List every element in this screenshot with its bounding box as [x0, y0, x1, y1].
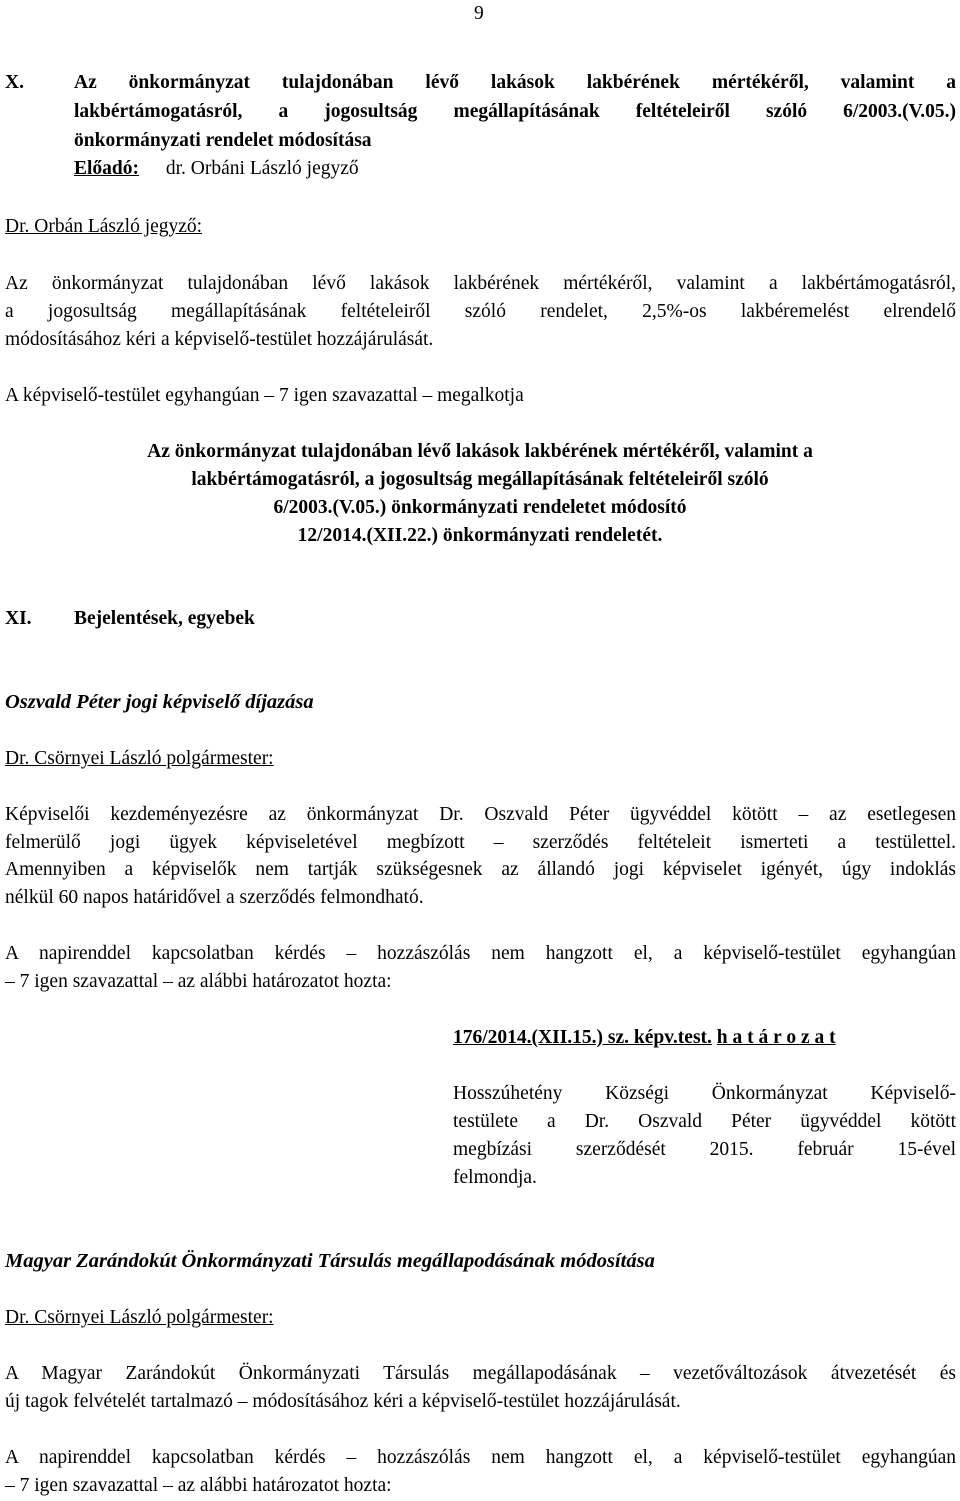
vote-statement: A képviselő-testület egyhangúan – 7 igen szavazattal – megalkotja: [5, 385, 524, 406]
resolution-line: megbízási szerződését 2015. február 15-ével: [453, 1139, 956, 1160]
speaker: Dr. Csörnyei László polgármester:: [5, 1307, 274, 1328]
vote-line: – 7 igen szavazattal – az alábbi határozatot hozta:: [5, 1475, 392, 1496]
vote-line: A napirenddel kapcsolatban kérdés – hozzászólás nem hangzott el, a képviselő-testület egyhangúan: [5, 1447, 956, 1468]
resolution-line: Hosszúhetény Községi Önkormányzat Képviselő-: [453, 1083, 956, 1104]
presenter: [74, 157, 359, 181]
page-number: 9: [474, 3, 484, 24]
body-line: módosításához kéri a képviselő-testület hozzájárulását.: [5, 329, 434, 350]
topic-title: Magyar Zarándokút Önkormányzati Társulás megállapodásának módosítása: [5, 1250, 655, 1272]
body-line: Amennyiben a képviselők nem tartják szükségesnek az állandó jogi képviselet igényét, úgy indoklás: [5, 859, 956, 880]
decree-line: 12/2014.(XII.22.) önkormányzati rendeletét.: [297, 525, 663, 546]
presenter-label: Előadó:: [74, 158, 140, 179]
body-line: felmerülő jogi ügyek képviseletével megbízott – szerződés feltételeit ismerteti a testülettel.: [5, 832, 956, 853]
decree-line: lakbértámogatásról, a jogosultság megállapításának feltételeiről szóló: [191, 469, 769, 490]
section-number: X.: [5, 72, 24, 93]
vote-line: A napirenddel kapcsolatban kérdés – hozzászólás nem hangzott el, a képviselő-testület egyhangúan: [5, 943, 956, 964]
section-number: XI.: [5, 608, 32, 629]
resolution-line: testülete a Dr. Oszvald Péter ügyvéddel kötött: [453, 1111, 956, 1132]
body-line: A Magyar Zarándokút Önkormányzati Társulás megállapodásának – vezetőváltozások átvezetését és: [5, 1363, 956, 1384]
body-line: nélkül 60 napos határidővel a szerződés felmondható.: [5, 887, 424, 908]
resolution-header: [453, 1026, 836, 1050]
resolution-word: h a t á r o z a t: [716, 1027, 836, 1048]
resolution-number: 176/2014.(XII.15.) sz. képv.test.: [453, 1027, 712, 1048]
topic-title: Oszvald Péter jogi képviselő díjazása: [5, 691, 314, 713]
section-title-line: Az önkormányzat tulajdonában lévő lakások lakbérének mértékéről, valamint a: [74, 72, 956, 93]
decree-line: Az önkormányzat tulajdonában lévő lakások lakbérének mértékéről, valamint a: [147, 441, 813, 462]
body-line: Képviselői kezdeményezésre az önkormányzat Dr. Oszvald Péter ügyvéddel kötött – az esetlegesen: [5, 804, 956, 825]
speaker: Dr. Csörnyei László polgármester:: [5, 748, 274, 769]
section-title: Bejelentések, egyebek: [74, 608, 255, 629]
decree-line: 6/2003.(V.05.) önkormányzati rendeletet módosító: [273, 497, 687, 518]
body-line: új tagok felvételét tartalmazó – módosításához kéri a képviselő-testület hozzájárulását.: [5, 1391, 681, 1412]
speaker: Dr. Orbán László jegyző:: [5, 216, 203, 237]
body-line: a jogosultság megállapításának feltételeiről szóló rendelet, 2,5%-os lakbéremelést elrendelő: [5, 301, 956, 322]
section-title-line: lakbértámogatásról, a jogosultság megállapításának feltételeiről szóló 6/2003.(V.05.): [74, 101, 956, 122]
body-line: Az önkormányzat tulajdonában lévő lakások lakbérének mértékéről, valamint a lakbértámogatásról,: [5, 273, 956, 294]
vote-line: – 7 igen szavazattal – az alábbi határozatot hozta:: [5, 971, 392, 992]
presenter-name: dr. Orbáni László jegyző: [165, 158, 359, 179]
section-title-line: önkormányzati rendelet módosítása: [74, 130, 372, 151]
resolution-line: felmondja.: [453, 1167, 537, 1188]
